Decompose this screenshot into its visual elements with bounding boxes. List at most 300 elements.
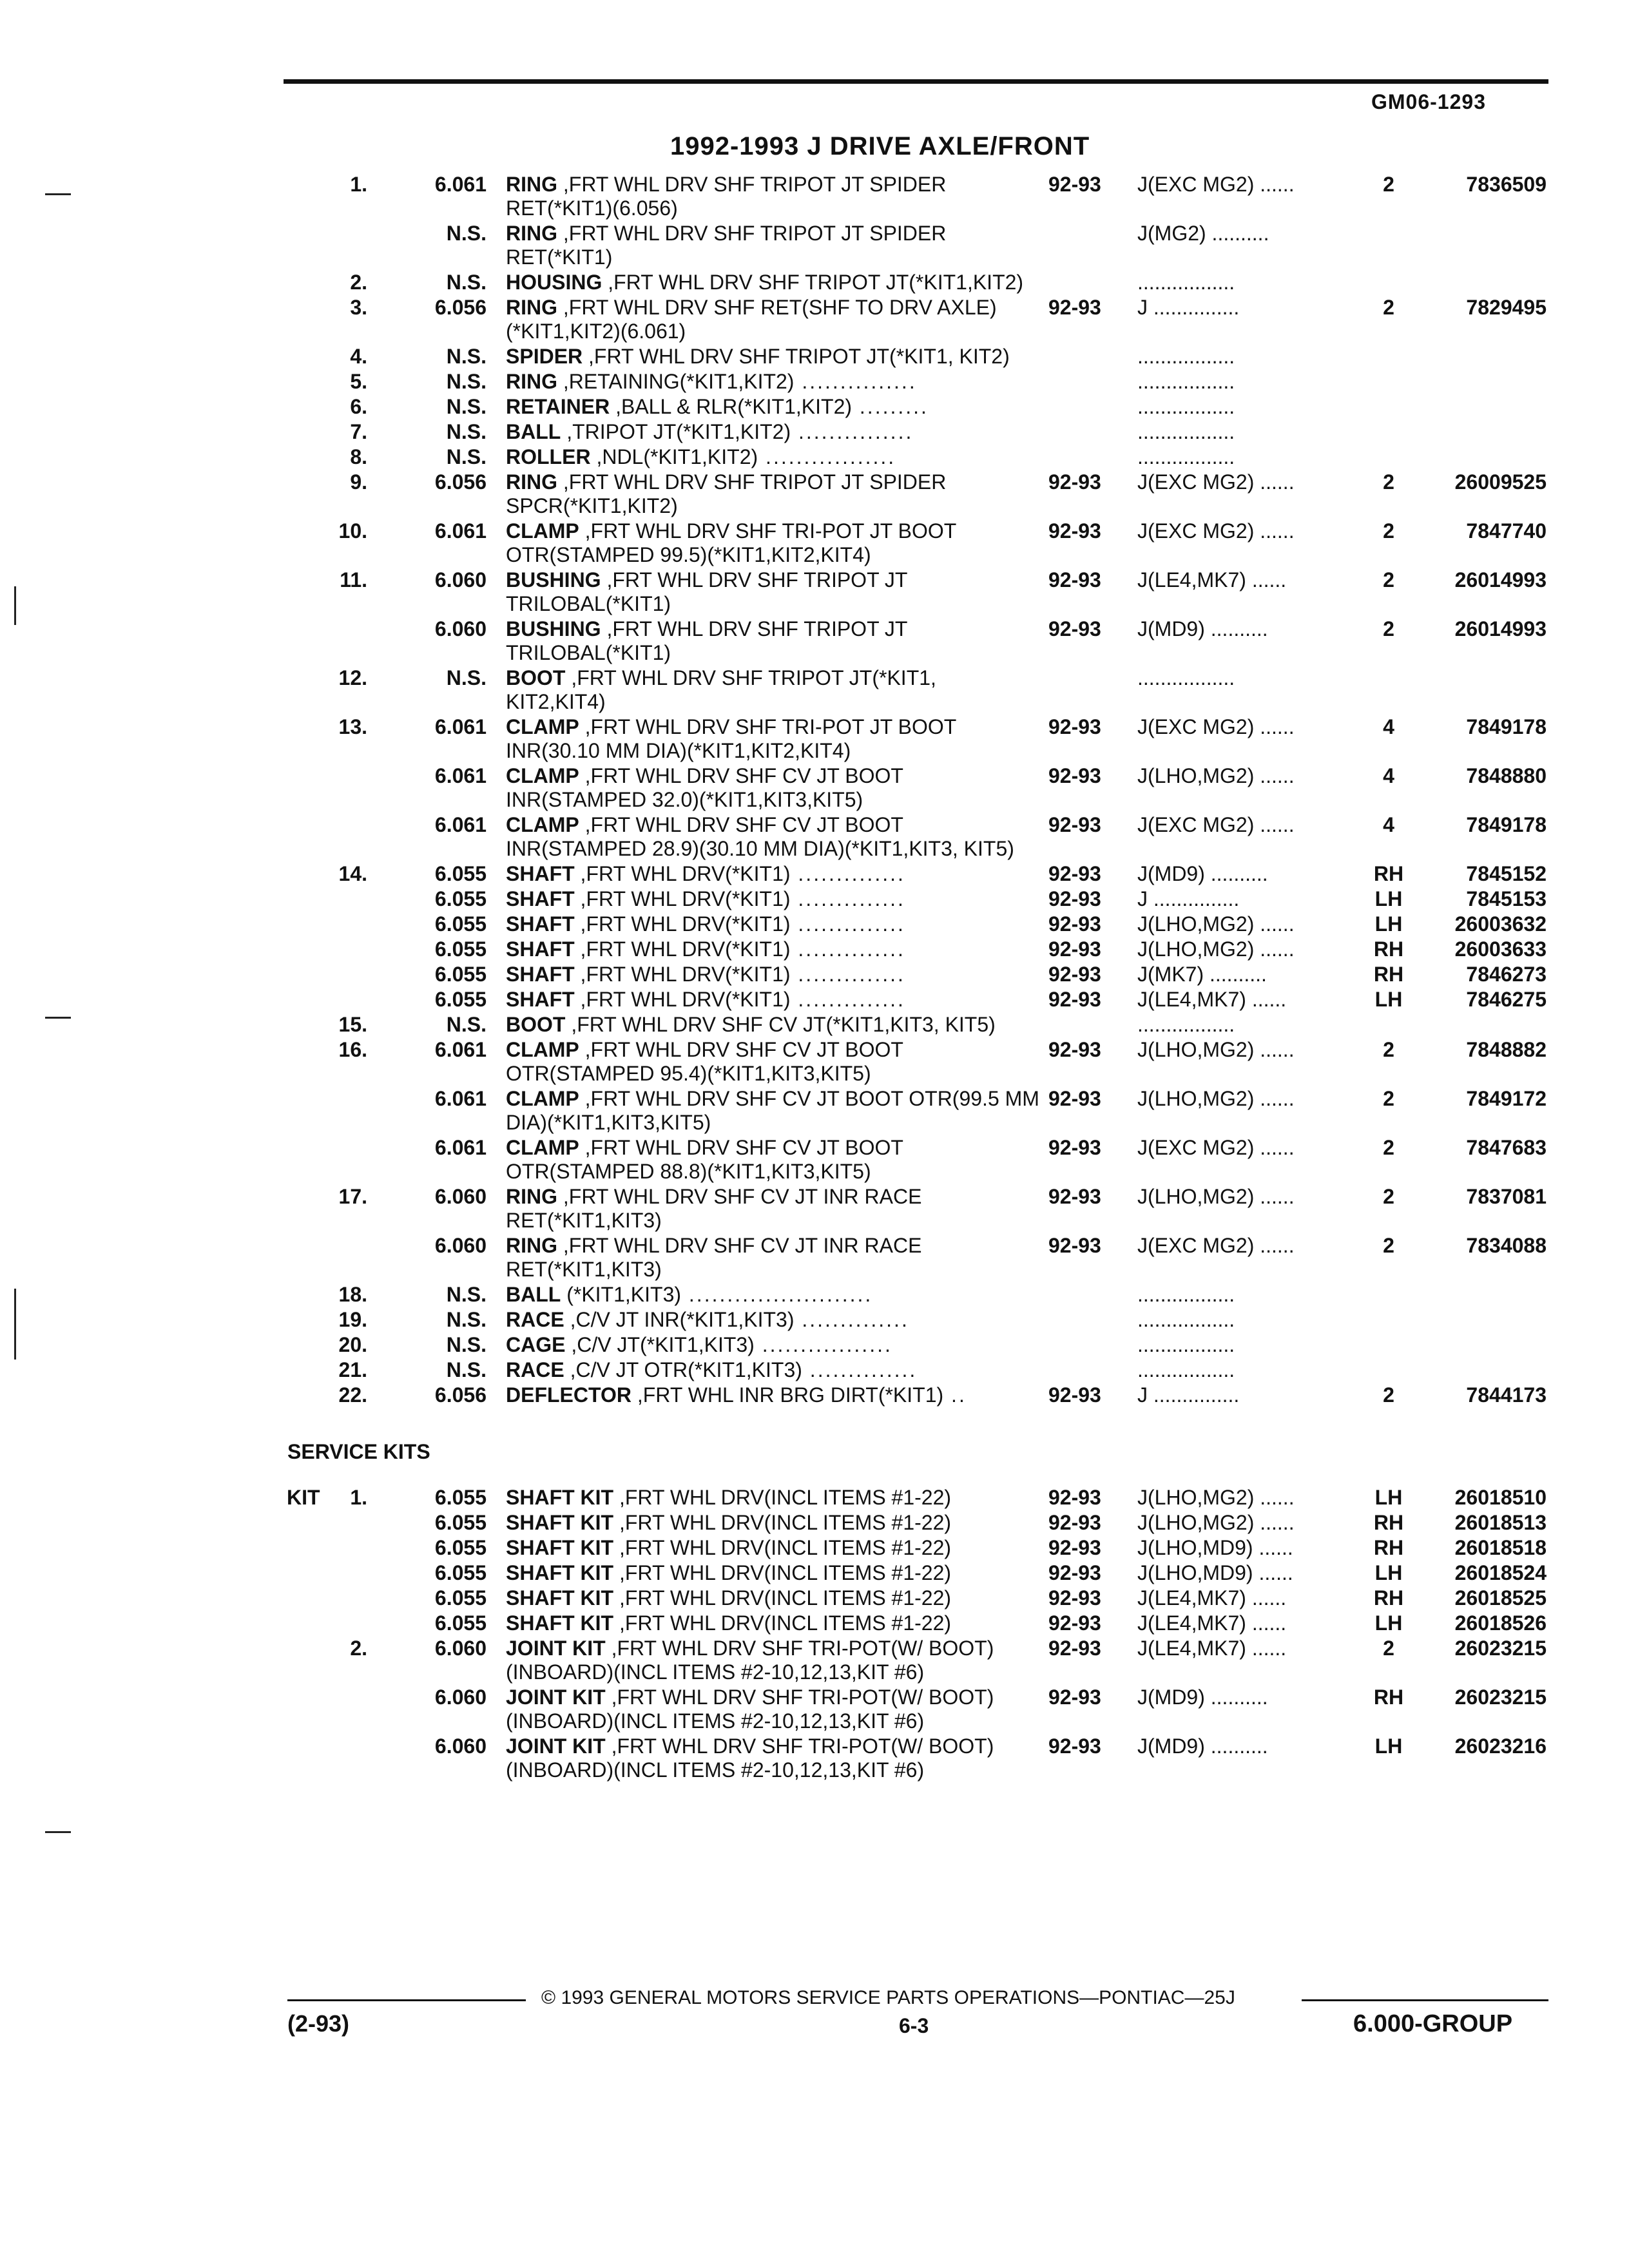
part-name: CLAMP xyxy=(506,1136,579,1159)
group-number: 6.061 xyxy=(434,764,487,787)
group-number: 6.056 xyxy=(434,296,487,319)
leader-dots: .............. xyxy=(790,963,905,986)
part-detail: ,FRT WHL DRV SHF TRI-POT(W/ BOOT)(INBOARD)(INCL ITEMS #2-10,12,13,KIT #6) xyxy=(506,1735,994,1782)
part-name: SHAFT KIT xyxy=(506,1561,614,1584)
quantity: LH xyxy=(1374,1561,1403,1584)
item-number: 2. xyxy=(350,271,367,294)
part-row xyxy=(0,617,1629,665)
leader-dots: .............. xyxy=(790,887,905,910)
quantity: 2 xyxy=(1383,1637,1394,1660)
group-number: N.S. xyxy=(446,1013,487,1036)
quantity: 2 xyxy=(1383,1087,1394,1110)
part-detail: ,FRT WHL DRV SHF TRIPOT JT TRILOBAL(*KIT1) xyxy=(506,568,907,615)
part-description xyxy=(506,568,1041,616)
item-number: 8. xyxy=(350,445,367,468)
part-description xyxy=(506,420,1041,444)
model-usage: J(LHO,MD9) ...... xyxy=(1137,1536,1293,1559)
part-detail: ,FRT WHL DRV SHF TRI-POT JT BOOT INR(30.10 MM DIA)(*KIT1,KIT2,KIT4) xyxy=(506,715,956,762)
part-number: 7846275 xyxy=(1466,988,1547,1011)
model-years: 92-93 xyxy=(1048,173,1101,196)
part-detail: ,FRT WHL INR BRG DIRT(*KIT1) xyxy=(631,1383,944,1407)
part-description xyxy=(506,887,1041,911)
quantity: RH xyxy=(1373,1536,1404,1559)
part-detail: ,FRT WHL DRV(*KIT1) xyxy=(574,937,791,961)
model-usage: J ............... xyxy=(1137,1383,1240,1407)
model-usage: J(EXC MG2) ...... xyxy=(1137,1234,1295,1257)
model-years: 92-93 xyxy=(1048,1486,1101,1509)
part-description xyxy=(506,1536,1041,1560)
part-number: 7847740 xyxy=(1466,519,1547,543)
model-usage: J(LHO,MG2) ...... xyxy=(1137,937,1295,961)
part-name: RING xyxy=(506,296,557,319)
part-number: 7836509 xyxy=(1466,173,1547,196)
group-number: 6.055 xyxy=(434,963,487,986)
part-row xyxy=(0,1185,1629,1233)
part-detail: ,FRT WHL DRV(INCL ITEMS #1-22) xyxy=(613,1511,952,1534)
group-number: N.S. xyxy=(446,1308,487,1331)
model-years: 92-93 xyxy=(1048,568,1101,591)
kit-row xyxy=(0,1586,1629,1610)
leader-dots: .............. xyxy=(790,937,905,961)
model-usage: ................. xyxy=(1137,445,1235,468)
footer-copyright: © 1993 GENERAL MOTORS SERVICE PARTS OPERATIONS—PONTIAC—25J xyxy=(541,1987,1235,2008)
item-number: 16. xyxy=(338,1038,367,1061)
part-row xyxy=(0,296,1629,343)
item-number: 21. xyxy=(338,1358,367,1381)
model-years: 92-93 xyxy=(1048,1511,1101,1534)
part-name: CLAMP xyxy=(506,1087,579,1110)
part-detail: ,FRT WHL DRV SHF TRIPOT JT(*KIT1,KIT2) xyxy=(602,271,1024,294)
part-number: 26018526 xyxy=(1454,1611,1547,1635)
model-years: 92-93 xyxy=(1048,1586,1101,1610)
group-number: 6.061 xyxy=(434,1087,487,1110)
model-usage: J(EXC MG2) ...... xyxy=(1137,470,1295,494)
item-number: 12. xyxy=(338,666,367,689)
model-usage: ................. xyxy=(1137,271,1235,294)
part-number: 7849178 xyxy=(1466,715,1547,738)
group-number: 6.060 xyxy=(434,617,487,640)
part-number: 26018518 xyxy=(1454,1536,1547,1559)
item-number: 9. xyxy=(350,470,367,494)
part-description xyxy=(506,370,1041,394)
part-number: 7829495 xyxy=(1466,296,1547,319)
group-number: 6.061 xyxy=(434,715,487,738)
part-name: SHAFT xyxy=(506,988,575,1011)
group-number: 6.056 xyxy=(434,470,487,494)
leader-dots: .............. xyxy=(790,862,905,885)
group-number: N.S. xyxy=(446,1358,487,1381)
group-number: N.S. xyxy=(446,666,487,689)
part-description xyxy=(506,1333,1041,1357)
group-number: N.S. xyxy=(446,1333,487,1356)
part-number: 7849172 xyxy=(1466,1087,1547,1110)
scan-mark xyxy=(45,1831,71,1833)
group-number: 6.055 xyxy=(434,1536,487,1559)
part-description xyxy=(506,1561,1041,1585)
group-number: 6.061 xyxy=(434,1038,487,1061)
model-usage: J(MD9) .......... xyxy=(1137,862,1268,885)
part-name: HOUSING xyxy=(506,271,602,294)
part-row xyxy=(0,345,1629,369)
model-years: 92-93 xyxy=(1048,1611,1101,1635)
part-row xyxy=(0,271,1629,294)
model-years: 92-93 xyxy=(1048,1536,1101,1559)
part-name: SHAFT xyxy=(506,937,575,961)
part-number: 7847683 xyxy=(1466,1136,1547,1159)
part-detail: ,FRT WHL DRV SHF CV JT BOOT OTR(STAMPED 88.8)(*KIT1,KIT3,KIT5) xyxy=(506,1136,903,1183)
part-description xyxy=(506,1308,1041,1332)
part-row xyxy=(0,988,1629,1012)
part-detail: ,FRT WHL DRV SHF CV JT BOOT OTR(99.5 MM DIA)(*KIT1,KIT3,KIT5) xyxy=(506,1087,1039,1134)
part-name: BALL xyxy=(506,420,561,443)
part-description xyxy=(506,963,1041,986)
leader-dots: .. xyxy=(943,1383,967,1407)
part-detail: ,FRT WHL DRV(*KIT1) xyxy=(574,988,791,1011)
model-usage: ................. xyxy=(1137,395,1235,418)
part-name: DEFLECTOR xyxy=(506,1383,631,1407)
part-detail: ,FRT WHL DRV SHF TRIPOT JT SPIDER SPCR(*KIT1,KIT2) xyxy=(506,470,947,517)
model-usage: J(LHO,MG2) ...... xyxy=(1137,1486,1295,1509)
model-usage: ................. xyxy=(1137,666,1235,689)
item-number: 19. xyxy=(338,1308,367,1331)
part-number: 26018525 xyxy=(1454,1586,1547,1610)
leader-dots: .............. xyxy=(802,1358,918,1381)
part-row xyxy=(0,887,1629,911)
part-row xyxy=(0,568,1629,616)
model-usage: J(MG2) .......... xyxy=(1137,222,1269,245)
quantity: LH xyxy=(1374,1611,1403,1635)
part-detail: ,FRT WHL DRV(*KIT1) xyxy=(574,862,791,885)
part-row xyxy=(0,912,1629,936)
model-usage: J(LHO,MG2) ...... xyxy=(1137,764,1295,787)
part-detail: ,C/V JT OTR(*KIT1,KIT3) xyxy=(564,1358,802,1381)
group-number: 6.060 xyxy=(434,1686,487,1709)
part-name: ROLLER xyxy=(506,445,591,468)
part-number: 7837081 xyxy=(1466,1185,1547,1208)
item-number: 22. xyxy=(338,1383,367,1407)
top-rule xyxy=(284,79,1548,84)
item-number: 11. xyxy=(340,568,367,591)
footer-rule-right xyxy=(1302,1999,1548,2001)
part-name: SHAFT KIT xyxy=(506,1536,614,1559)
item-number: 18. xyxy=(338,1283,367,1306)
part-detail: ,FRT WHL DRV(INCL ITEMS #1-22) xyxy=(613,1536,952,1559)
item-number: 20. xyxy=(338,1333,367,1356)
part-description xyxy=(506,1735,1041,1782)
model-usage: ................. xyxy=(1137,1308,1235,1331)
model-usage: J(LE4,MK7) ...... xyxy=(1137,568,1287,591)
leader-dots: ................. xyxy=(754,1333,892,1356)
item-number: 17. xyxy=(338,1185,367,1208)
part-number: 26009525 xyxy=(1454,470,1547,494)
leader-dots: ......... xyxy=(852,395,929,418)
part-name: RETAINER xyxy=(506,395,610,418)
part-row xyxy=(0,963,1629,986)
quantity: 4 xyxy=(1383,813,1394,836)
model-years: 92-93 xyxy=(1048,1087,1101,1110)
part-description xyxy=(506,1358,1041,1382)
part-row xyxy=(0,1013,1629,1037)
part-row xyxy=(0,862,1629,886)
quantity: 2 xyxy=(1383,617,1394,640)
page-title: 1992-1993 J DRIVE AXLE/FRONT xyxy=(670,132,1090,160)
part-name: SHAFT xyxy=(506,887,575,910)
part-row xyxy=(0,1234,1629,1282)
leader-dots: .............. xyxy=(790,912,905,936)
part-name: RACE xyxy=(506,1308,564,1331)
part-description xyxy=(506,345,1041,369)
part-detail: ,FRT WHL DRV SHF CV JT BOOT INR(STAMPED 32.0)(*KIT1,KIT3,KIT5) xyxy=(506,764,903,811)
model-usage: J(LE4,MK7) ...... xyxy=(1137,1586,1287,1610)
group-number: N.S. xyxy=(446,222,487,245)
part-detail: ,NDL(*KIT1,KIT2) xyxy=(590,445,758,468)
item-number: 4. xyxy=(350,345,367,368)
model-usage: J(EXC MG2) ...... xyxy=(1137,715,1295,738)
part-row xyxy=(0,173,1629,220)
part-number: 26018524 xyxy=(1454,1561,1547,1584)
model-years: 92-93 xyxy=(1048,988,1101,1011)
part-name: JOINT KIT xyxy=(506,1735,606,1758)
part-row xyxy=(0,1087,1629,1135)
quantity: 2 xyxy=(1383,519,1394,543)
model-years: 92-93 xyxy=(1048,1686,1101,1709)
part-row xyxy=(0,1038,1629,1086)
part-description xyxy=(506,1087,1041,1135)
part-description xyxy=(506,1283,1041,1307)
model-usage: J(EXC MG2) ...... xyxy=(1137,519,1295,543)
part-name: CLAMP xyxy=(506,519,579,543)
model-usage: ................. xyxy=(1137,1013,1235,1036)
group-number: 6.060 xyxy=(434,1637,487,1660)
quantity: 2 xyxy=(1383,1234,1394,1257)
model-years: 92-93 xyxy=(1048,1185,1101,1208)
group-number: 6.055 xyxy=(434,1611,487,1635)
part-description xyxy=(506,764,1041,812)
part-description xyxy=(506,813,1041,861)
part-row xyxy=(0,222,1629,269)
group-number: N.S. xyxy=(446,370,487,393)
part-name: RING xyxy=(506,1185,557,1208)
part-description xyxy=(506,1511,1041,1535)
part-row xyxy=(0,937,1629,961)
part-number: 26014993 xyxy=(1454,568,1547,591)
part-number: 7846273 xyxy=(1466,963,1547,986)
part-name: RING xyxy=(506,370,557,393)
part-description xyxy=(506,862,1041,886)
part-description xyxy=(506,912,1041,936)
part-number: 26003633 xyxy=(1454,937,1547,961)
part-detail: ,FRT WHL DRV(INCL ITEMS #1-22) xyxy=(613,1561,952,1584)
part-name: CLAMP xyxy=(506,715,579,738)
model-usage: ................. xyxy=(1137,370,1235,393)
group-number: N.S. xyxy=(446,420,487,443)
footer-date-code: (2-93) xyxy=(287,2010,350,2037)
parts-list xyxy=(0,173,1629,1783)
part-description xyxy=(506,222,1041,269)
part-number: 26018510 xyxy=(1454,1486,1547,1509)
kit-row xyxy=(0,1486,1629,1510)
part-description xyxy=(506,1013,1041,1037)
part-number: 7845152 xyxy=(1466,862,1547,885)
part-detail: ,FRT WHL DRV(*KIT1) xyxy=(574,912,791,936)
service-kits-heading: SERVICE KITS xyxy=(287,1440,430,1463)
item-number: 7. xyxy=(350,420,367,443)
part-row xyxy=(0,420,1629,444)
group-number: 6.055 xyxy=(434,1511,487,1534)
part-detail: ,FRT WHL DRV SHF CV JT(*KIT1,KIT3, KIT5) xyxy=(565,1013,996,1036)
item-number: 1. xyxy=(350,1486,367,1509)
model-years: 92-93 xyxy=(1048,1136,1101,1159)
model-years: 92-93 xyxy=(1048,937,1101,961)
parts-rows xyxy=(0,173,1629,1407)
model-usage: J(LHO,MG2) ...... xyxy=(1137,1087,1295,1110)
part-row xyxy=(0,813,1629,861)
part-number: 7844173 xyxy=(1466,1383,1547,1407)
part-description xyxy=(506,666,1041,714)
model-years: 92-93 xyxy=(1048,519,1101,543)
part-row xyxy=(0,1383,1629,1407)
part-name: RING xyxy=(506,470,557,494)
part-row xyxy=(0,1283,1629,1307)
part-number: 7849178 xyxy=(1466,813,1547,836)
part-description xyxy=(506,988,1041,1012)
part-detail: ,FRT WHL DRV SHF CV JT BOOT OTR(STAMPED 95.4)(*KIT1,KIT3,KIT5) xyxy=(506,1038,903,1085)
model-usage: J(LE4,MK7) ...... xyxy=(1137,1637,1287,1660)
part-number: 26023215 xyxy=(1454,1686,1547,1709)
part-description xyxy=(506,1611,1041,1635)
part-number: 7845153 xyxy=(1466,887,1547,910)
part-name: BOOT xyxy=(506,666,566,689)
footer-page-number: 6-3 xyxy=(899,2014,929,2037)
footer-group: 6.000-GROUP xyxy=(1353,2010,1513,2037)
group-number: 6.060 xyxy=(434,1735,487,1758)
part-detail: ,FRT WHL DRV SHF TRIPOT JT TRILOBAL(*KIT1) xyxy=(506,617,907,664)
kit-row xyxy=(0,1536,1629,1560)
part-detail: ,RETAINING(*KIT1,KIT2) xyxy=(557,370,795,393)
footer-rule-left xyxy=(287,1999,526,2001)
model-years: 92-93 xyxy=(1048,1234,1101,1257)
part-detail: ,C/V JT(*KIT1,KIT3) xyxy=(565,1333,755,1356)
part-name: SHAFT xyxy=(506,862,575,885)
group-number: N.S. xyxy=(446,445,487,468)
leader-dots: ............... xyxy=(794,370,917,393)
part-description xyxy=(506,519,1041,567)
part-name: RING xyxy=(506,173,557,196)
group-number: 6.061 xyxy=(434,173,487,196)
model-years: 92-93 xyxy=(1048,1038,1101,1061)
part-row xyxy=(0,666,1629,714)
model-years: 92-93 xyxy=(1048,813,1101,836)
quantity: RH xyxy=(1373,937,1404,961)
model-usage: J ............... xyxy=(1137,296,1240,319)
model-usage: J(EXC MG2) ...... xyxy=(1137,173,1295,196)
part-detail: ,FRT WHL DRV SHF CV JT INR RACE RET(*KIT1,KIT3) xyxy=(506,1185,922,1232)
part-name: JOINT KIT xyxy=(506,1686,606,1709)
group-number: 6.061 xyxy=(434,1136,487,1159)
part-row xyxy=(0,445,1629,469)
part-row xyxy=(0,715,1629,763)
item-number: 2. xyxy=(350,1637,367,1660)
part-name: CLAMP xyxy=(506,764,579,787)
part-detail: ,BALL & RLR(*KIT1,KIT2) xyxy=(610,395,853,418)
quantity: RH xyxy=(1373,1586,1404,1610)
part-name: SHAFT KIT xyxy=(506,1586,614,1610)
group-number: 6.055 xyxy=(434,912,487,936)
part-detail: ,FRT WHL DRV(INCL ITEMS #1-22) xyxy=(613,1586,952,1610)
part-number: 7848880 xyxy=(1466,764,1547,787)
kit-rows xyxy=(0,1486,1629,1782)
part-name: SPIDER xyxy=(506,345,583,368)
part-row xyxy=(0,395,1629,419)
model-usage: J(EXC MG2) ...... xyxy=(1137,1136,1295,1159)
part-description xyxy=(506,173,1041,220)
model-years: 92-93 xyxy=(1048,963,1101,986)
part-row xyxy=(0,470,1629,518)
part-number: 7848882 xyxy=(1466,1038,1547,1061)
group-number: N.S. xyxy=(446,395,487,418)
part-description xyxy=(506,1185,1041,1233)
item-number: 6. xyxy=(350,395,367,418)
part-detail: ,FRT WHL DRV SHF TRIPOT JT SPIDER RET(*KIT1) xyxy=(506,222,947,269)
part-number: 26014993 xyxy=(1454,617,1547,640)
leader-dots: .............. xyxy=(790,988,905,1011)
part-description xyxy=(506,1234,1041,1282)
group-number: N.S. xyxy=(446,271,487,294)
model-usage: J(LHO,MD9) ...... xyxy=(1137,1561,1293,1584)
part-name: JOINT KIT xyxy=(506,1637,606,1660)
item-number: 1. xyxy=(350,173,367,196)
part-name: SHAFT KIT xyxy=(506,1511,614,1534)
part-description xyxy=(506,1383,1041,1407)
part-row xyxy=(0,1308,1629,1332)
quantity: 2 xyxy=(1383,1185,1394,1208)
model-years: 92-93 xyxy=(1048,1735,1101,1758)
part-name: SHAFT KIT xyxy=(506,1486,614,1509)
part-description xyxy=(506,271,1041,294)
quantity: LH xyxy=(1374,912,1403,936)
part-name: CLAMP xyxy=(506,1038,579,1061)
part-row xyxy=(0,370,1629,394)
item-number: 15. xyxy=(338,1013,367,1036)
group-number: 6.055 xyxy=(434,887,487,910)
group-number: 6.060 xyxy=(434,568,487,591)
part-detail: ,FRT WHL DRV SHF TRIPOT JT(*KIT1, KIT2,KIT4) xyxy=(506,666,936,713)
quantity: 4 xyxy=(1383,764,1394,787)
model-usage: ................. xyxy=(1137,1333,1235,1356)
part-description xyxy=(506,1637,1041,1684)
group-number: 6.055 xyxy=(434,937,487,961)
quantity: 4 xyxy=(1383,715,1394,738)
group-number: N.S. xyxy=(446,1283,487,1306)
model-years: 92-93 xyxy=(1048,1383,1101,1407)
part-detail: ,FRT WHL DRV SHF TRI-POT(W/ BOOT)(INBOARD)(INCL ITEMS #2-10,12,13,KIT #6) xyxy=(506,1686,994,1733)
quantity: 2 xyxy=(1383,1383,1394,1407)
part-name: RACE xyxy=(506,1358,564,1381)
item-number: 14. xyxy=(338,862,367,885)
model-usage: ................. xyxy=(1137,1358,1235,1381)
part-name: BOOT xyxy=(506,1013,566,1036)
document-code: GM06-1293 xyxy=(1371,90,1486,113)
item-number: 13. xyxy=(338,715,367,738)
part-description xyxy=(506,1038,1041,1086)
quantity: 2 xyxy=(1383,568,1394,591)
quantity: 2 xyxy=(1383,1038,1394,1061)
quantity: RH xyxy=(1373,862,1404,885)
leader-dots: ............... xyxy=(791,420,914,443)
quantity: RH xyxy=(1373,1511,1404,1534)
part-detail: ,C/V JT INR(*KIT1,KIT3) xyxy=(564,1308,795,1331)
model-usage: J(LHO,MG2) ...... xyxy=(1137,912,1295,936)
